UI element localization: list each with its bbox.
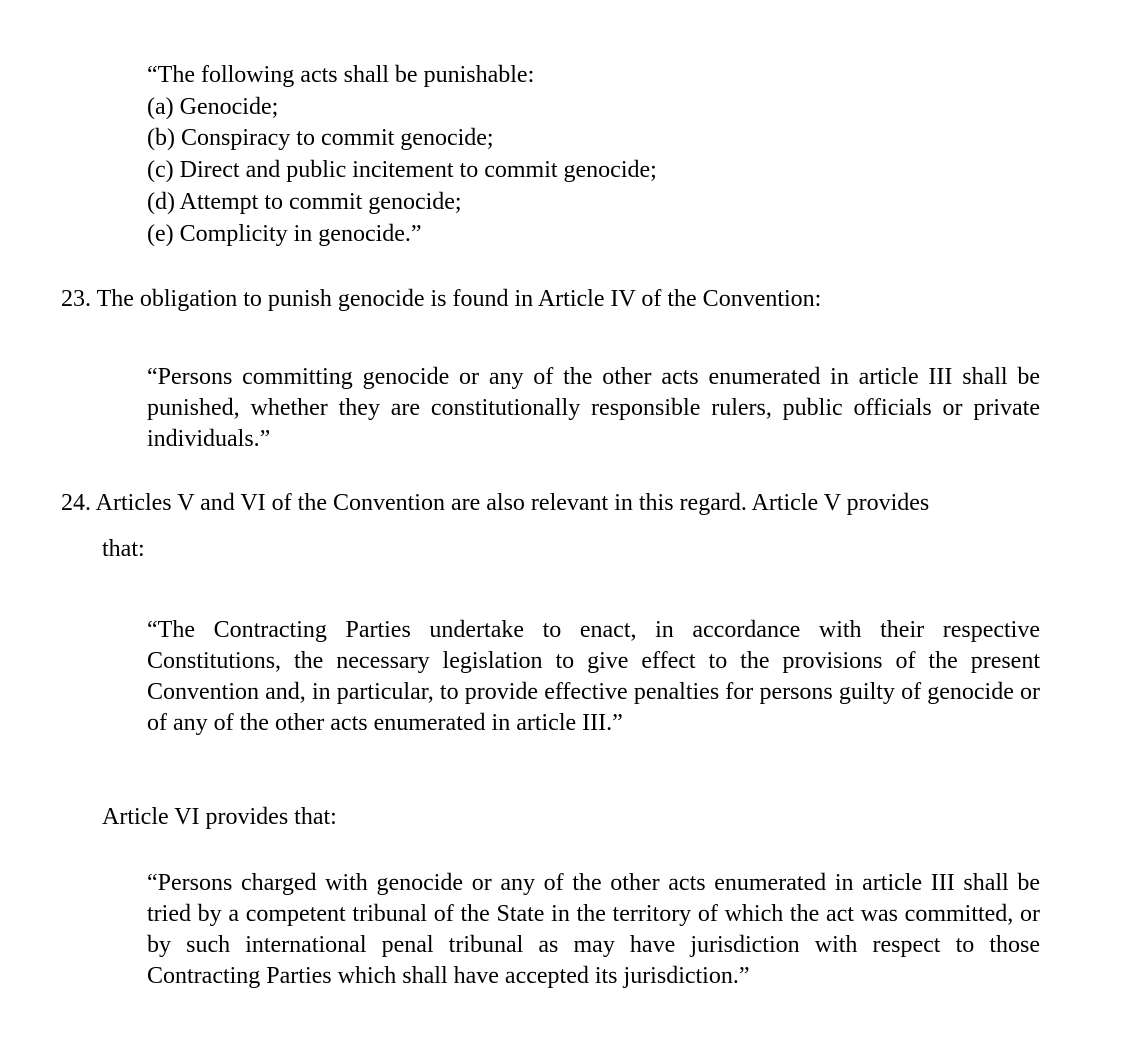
article3-item-d: (d) Attempt to commit genocide; [147,189,462,215]
paragraph-24-line2: that: [102,536,145,562]
article4-quote: “Persons committing genocide or any of the other acts enumerated in article III shall be punished, whether they are constitutionally responsible rulers, public officials or private individuals.” [147,364,1040,452]
paragraph-23: 23. The obligation to punish genocide is found in Article IV of the Convention: [61,286,822,312]
article6-intro: Article VI provides that: [102,804,337,830]
article3-quote-intro: “The following acts shall be punishable: [147,62,535,88]
article3-item-b: (b) Conspiracy to commit genocide; [147,125,494,151]
article3-item-c: (c) Direct and public incitement to commit genocide; [147,157,657,183]
paragraph-24-line1: 24. Articles V and VI of the Convention are also relevant in this regard. Article V provides [61,490,930,516]
article3-item-e: (e) Complicity in genocide.” [147,221,422,247]
article6-quote: “Persons charged with genocide or any of the other acts enumerated in article III shall be tried by a competent tribunal of the State in the territory of which the act was committed, or by such international penal tribunal as may have jurisdiction with respect to those Contracting Parties which shall have accepted its jurisdiction.” [147,870,1040,989]
article5-quote: “The Contracting Parties undertake to enact, in accordance with their respective Constitutions, the necessary legislation to give effect to the provisions of the present Convention and, in particular, to provide effective penalties for persons guilty of genocide or of any of the other acts enumerated in article III.” [147,617,1040,736]
article3-item-a: (a) Genocide; [147,94,279,120]
